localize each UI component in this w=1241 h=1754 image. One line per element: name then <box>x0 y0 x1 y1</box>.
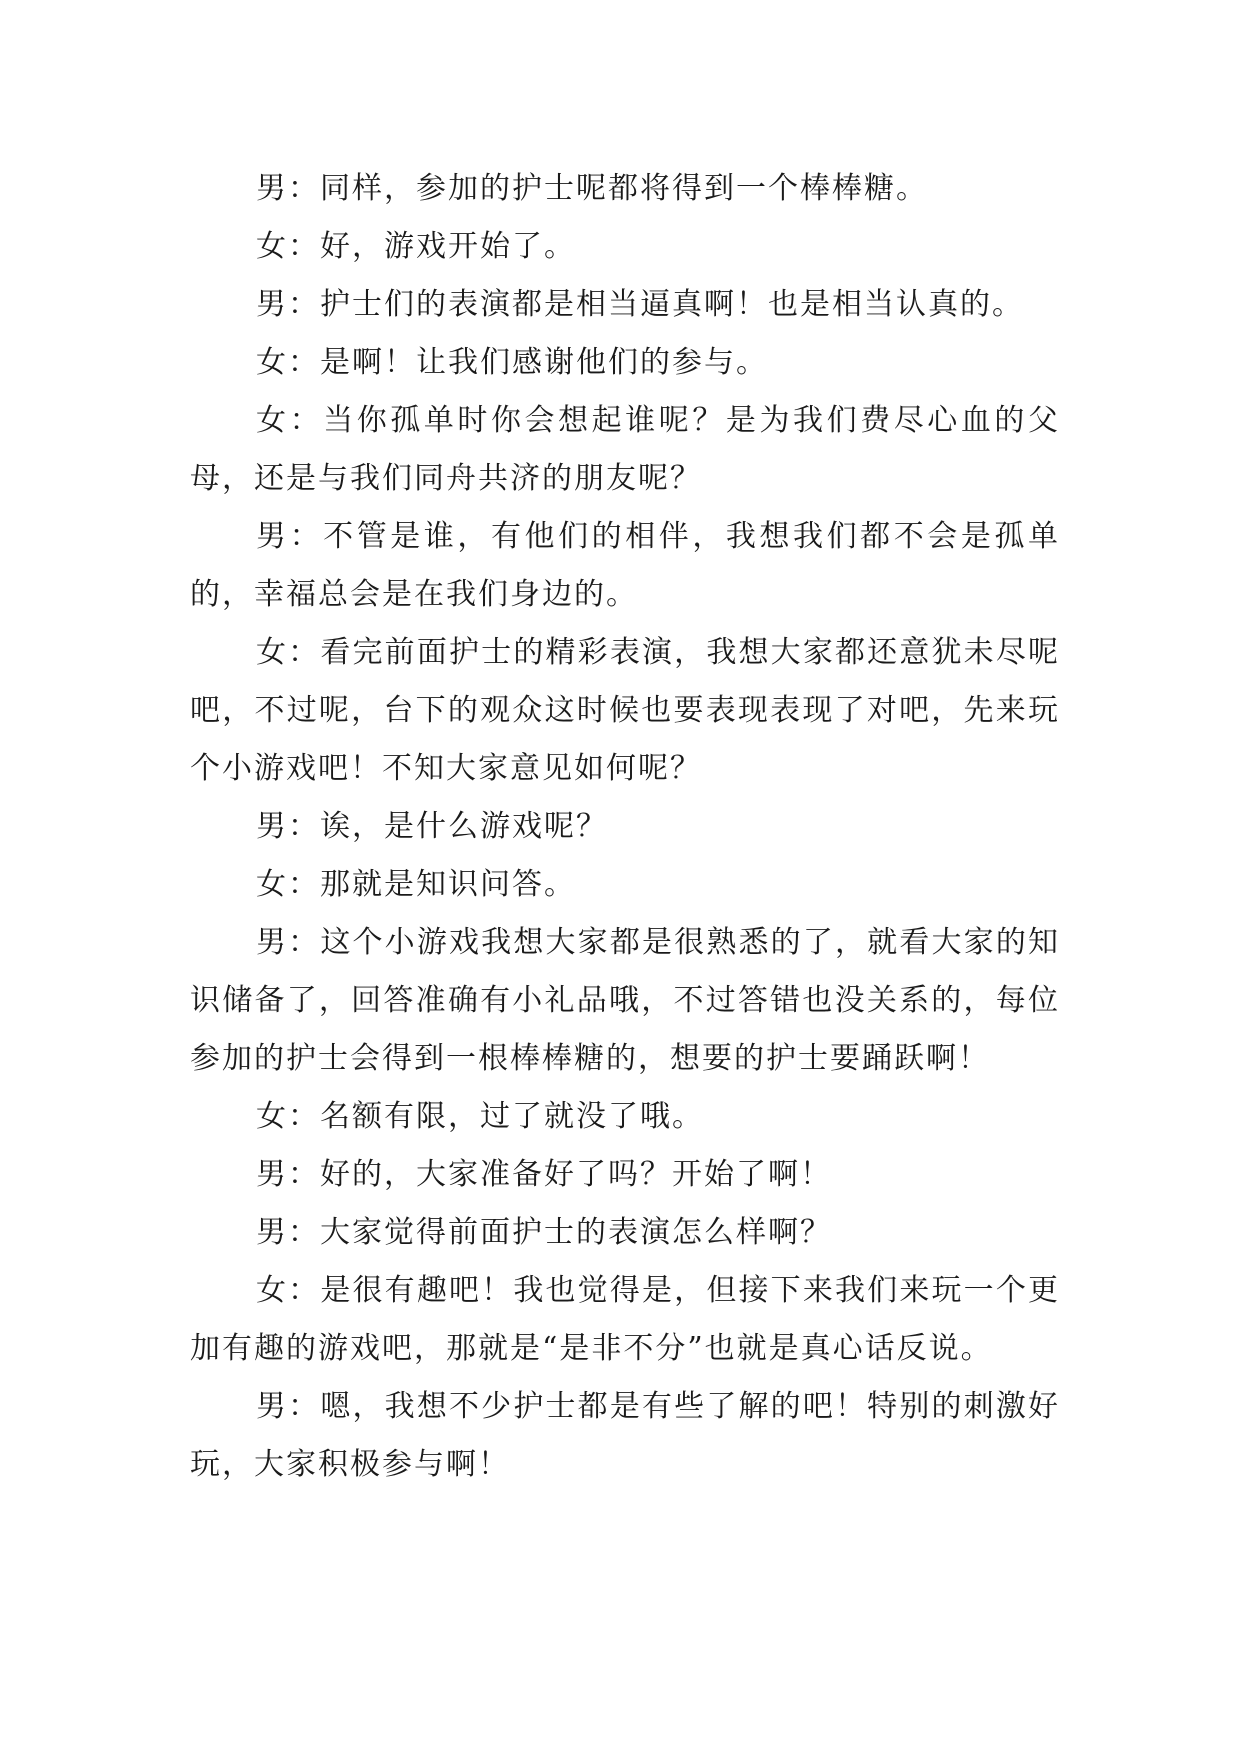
paragraph: 男：诶，是什么游戏呢？ <box>256 809 608 844</box>
paragraph: 女：看完前面护士的精彩表演，我想大家都还意犹未尽呢吧，不过呢，台下的观众这时候也要表现表现了对吧，先来玩个小游戏吧！不知大家意见如何呢？ <box>190 635 1060 786</box>
paragraph: 男：同样，参加的护士呢都将得到一个棒棒糖。 <box>256 171 928 206</box>
paragraph: 男：不管是谁，有他们的相伴，我想我们都不会是孤单的，幸福总会是在我们身边的。 <box>190 519 1060 612</box>
paragraph: 男：嗯，我想不少护士都是有些了解的吧！特别的刺激好玩，大家积极参与啊！ <box>190 1389 1060 1482</box>
paragraph: 女：是啊！让我们感谢他们的参与。 <box>256 345 768 380</box>
paragraph: 男：这个小游戏我想大家都是很熟悉的了，就看大家的知识储备了，回答准确有小礼品哦，不过答错也没关系的，每位参加的护士会得到一根棒棒糖的，想要的护士要踊跃啊！ <box>190 925 1060 1076</box>
paragraph: 女：好，游戏开始了。 <box>256 229 576 264</box>
paragraph: 男：好的，大家准备好了吗？开始了啊！ <box>256 1157 832 1192</box>
paragraph: 女：那就是知识问答。 <box>256 867 576 902</box>
document-body <box>190 160 1060 1494</box>
paragraph: 女：是很有趣吧！我也觉得是，但接下来我们来玩一个更加有趣的游戏吧，那就是“是非不分”也就是真心话反说。 <box>190 1273 1060 1366</box>
paragraph: 男：护士们的表演都是相当逼真啊！也是相当认真的。 <box>256 287 1024 322</box>
paragraph: 女：当你孤单时你会想起谁呢？是为我们费尽心血的父母，还是与我们同舟共济的朋友呢？ <box>190 403 1060 496</box>
paragraph: 男：大家觉得前面护士的表演怎么样啊？ <box>256 1215 832 1250</box>
paragraph: 女：名额有限，过了就没了哦。 <box>256 1099 704 1134</box>
